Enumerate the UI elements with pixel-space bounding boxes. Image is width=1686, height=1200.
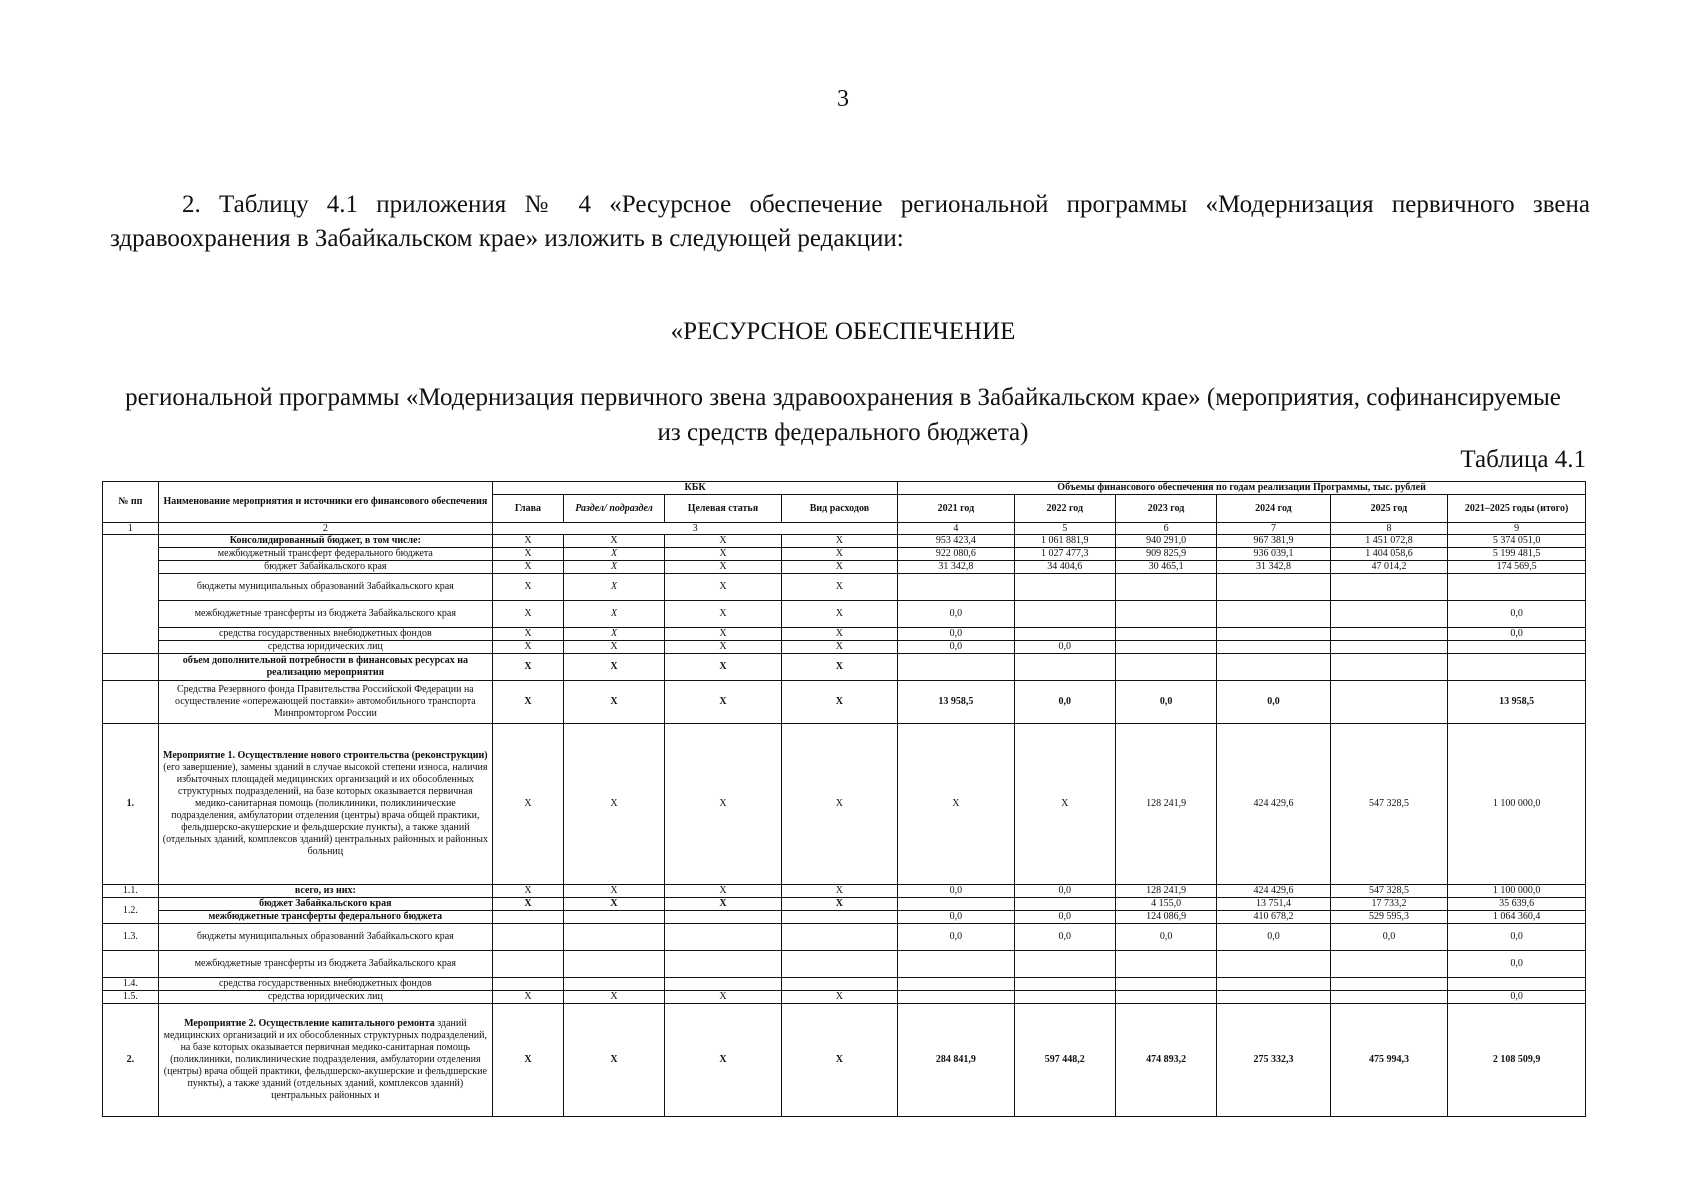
kbk-cell: X bbox=[665, 574, 781, 601]
row-name: межбюджетные трансферты из бюджета Забайкальского края bbox=[158, 601, 492, 628]
kbk-cell: X bbox=[665, 681, 781, 724]
value-cell: 940 291,0 bbox=[1115, 535, 1216, 548]
table-row bbox=[103, 601, 1586, 628]
value-cell: 34 404,6 bbox=[1014, 561, 1115, 574]
kbk-cell: X bbox=[492, 724, 563, 885]
value-cell bbox=[1330, 574, 1448, 601]
row-name: Средства Резервного фонда Правительства Российской Федерации на осуществление «опережающей поставки» автомобильного транспорта Минпромторгом России bbox=[158, 681, 492, 724]
kbk-cell bbox=[665, 924, 781, 951]
value-cell: 0,0 bbox=[898, 641, 1014, 654]
value-cell bbox=[1330, 654, 1448, 681]
value-cell: 1 027 477,3 bbox=[1014, 548, 1115, 561]
kbk-cell bbox=[665, 911, 781, 924]
value-cell bbox=[898, 574, 1014, 601]
value-cell: 30 465,1 bbox=[1115, 561, 1216, 574]
kbk-cell: X bbox=[781, 1004, 897, 1117]
measure-title: Мероприятие 2. Осуществление капитального ремонта bbox=[184, 1018, 435, 1029]
value-cell: 35 639,6 bbox=[1448, 898, 1586, 911]
kbk-cell: X bbox=[492, 574, 563, 601]
kbk-cell: X bbox=[781, 574, 897, 601]
value-cell: 5 374 051,0 bbox=[1448, 535, 1586, 548]
value-cell: 936 039,1 bbox=[1217, 548, 1330, 561]
value-cell bbox=[1115, 628, 1216, 641]
table-row bbox=[103, 924, 1586, 951]
header-kbk: КБК bbox=[492, 482, 897, 495]
value-cell: 1 061 881,9 bbox=[1014, 535, 1115, 548]
value-cell bbox=[1014, 601, 1115, 628]
row-name: бюджеты муниципальных образований Забайкальского края bbox=[158, 924, 492, 951]
value-cell: 0,0 bbox=[1217, 681, 1330, 724]
kbk-cell: X bbox=[563, 601, 664, 628]
kbk-cell: X bbox=[665, 561, 781, 574]
value-cell bbox=[1330, 978, 1448, 991]
kbk-cell: X bbox=[665, 535, 781, 548]
kbk-cell: X bbox=[492, 548, 563, 561]
value-cell bbox=[1217, 991, 1330, 1004]
value-cell: 13 958,5 bbox=[898, 681, 1014, 724]
table-row bbox=[103, 654, 1586, 681]
row-name: бюджет Забайкальского края bbox=[158, 561, 492, 574]
value-cell: 0,0 bbox=[1014, 681, 1115, 724]
value-cell bbox=[898, 951, 1014, 978]
value-cell bbox=[1014, 978, 1115, 991]
value-cell: 13 751,4 bbox=[1217, 898, 1330, 911]
value-cell bbox=[898, 991, 1014, 1004]
kbk-cell: X bbox=[781, 898, 897, 911]
page-number: 3 bbox=[837, 86, 849, 112]
col-index: 9 bbox=[1448, 523, 1586, 535]
kbk-cell: X bbox=[563, 654, 664, 681]
table-row bbox=[103, 911, 1586, 924]
header-2023: 2023 год bbox=[1115, 495, 1216, 523]
value-cell: 5 199 481,5 bbox=[1448, 548, 1586, 561]
kbk-cell: X bbox=[563, 628, 664, 641]
value-cell bbox=[1014, 574, 1115, 601]
value-cell: 0,0 bbox=[898, 924, 1014, 951]
value-cell: 0,0 bbox=[898, 628, 1014, 641]
table-row bbox=[103, 548, 1586, 561]
value-cell bbox=[898, 978, 1014, 991]
measure-description: зданий медицинских организаций и их обособленных структурных подразделений, на базе которых оказывается первичная медико-санитарная помощь (поликлиники, поликлинические подразделения, амбулатории отделения (центры) врача общей практики, фельдшерско-акушерские и фельдшерские пункты), а также зданий (отдельных зданий, комплексов зданий) центральных районных и bbox=[163, 1018, 488, 1101]
value-cell: 275 332,3 bbox=[1217, 1004, 1330, 1117]
value-cell: 0,0 bbox=[898, 911, 1014, 924]
kbk-cell: X bbox=[563, 991, 664, 1004]
value-cell bbox=[1448, 978, 1586, 991]
row-name: средства юридических лиц bbox=[158, 991, 492, 1004]
kbk-cell: X bbox=[781, 724, 897, 885]
value-cell bbox=[1217, 641, 1330, 654]
header-razdel: Раздел/ подраздел bbox=[563, 495, 664, 523]
row-num: 1.5. bbox=[103, 991, 159, 1004]
col-index: 1 bbox=[103, 523, 159, 535]
row-name: всего, из них: bbox=[158, 885, 492, 898]
row-num: 1. bbox=[103, 724, 159, 885]
header-2021: 2021 год bbox=[898, 495, 1014, 523]
value-cell: 0,0 bbox=[1115, 681, 1216, 724]
kbk-cell: X bbox=[492, 628, 563, 641]
value-cell bbox=[1115, 991, 1216, 1004]
kbk-cell: X bbox=[665, 885, 781, 898]
kbk-cell: X bbox=[563, 724, 664, 885]
header-num: № пп bbox=[103, 482, 159, 523]
value-cell bbox=[1330, 951, 1448, 978]
value-cell: 1 451 072,8 bbox=[1330, 535, 1448, 548]
kbk-cell bbox=[781, 924, 897, 951]
measure-description: (его завершение), замены зданий в случае высокой степени износа, наличия избыточных площадей медицинских организаций и их обособленных структурных подразделений, на базе которых оказывается первичная медико-санитарная помощь (поликлиники, поликлинические подразделения, амбулатории отделения (центры) врача общей практики, фельдшерско-акушерские и фельдшерские пункты), а также зданий (отдельных зданий, комплексов зданий) центральных районных и районных больниц bbox=[162, 762, 488, 857]
row-num: 1.2. bbox=[103, 898, 159, 924]
kbk-cell: X bbox=[492, 601, 563, 628]
value-cell: 424 429,6 bbox=[1217, 885, 1330, 898]
row-name: межбюджетный трансферт федерального бюджета bbox=[158, 548, 492, 561]
value-cell: 0,0 bbox=[1330, 924, 1448, 951]
value-cell bbox=[1115, 978, 1216, 991]
kbk-cell bbox=[492, 951, 563, 978]
value-cell bbox=[1217, 951, 1330, 978]
kbk-cell: X bbox=[665, 1004, 781, 1117]
row-name: межбюджетные трансферты федерального бюджета bbox=[158, 911, 492, 924]
value-cell: 474 893,2 bbox=[1115, 1004, 1216, 1117]
col-index: 5 bbox=[1014, 523, 1115, 535]
kbk-cell: X bbox=[665, 601, 781, 628]
kbk-cell bbox=[563, 951, 664, 978]
row-name bbox=[158, 724, 492, 885]
kbk-cell: X bbox=[563, 561, 664, 574]
value-cell: 953 423,4 bbox=[898, 535, 1014, 548]
header-2024: 2024 год bbox=[1217, 495, 1330, 523]
kbk-cell: X bbox=[781, 681, 897, 724]
value-cell: 424 429,6 bbox=[1217, 724, 1330, 885]
value-cell bbox=[1217, 654, 1330, 681]
kbk-cell bbox=[781, 978, 897, 991]
header-stat: Целевая статья bbox=[665, 495, 781, 523]
kbk-cell bbox=[665, 951, 781, 978]
value-cell bbox=[1014, 628, 1115, 641]
value-cell bbox=[1014, 898, 1115, 911]
value-cell bbox=[1448, 654, 1586, 681]
value-cell: 547 328,5 bbox=[1330, 724, 1448, 885]
table-row bbox=[103, 535, 1586, 548]
value-cell bbox=[1014, 654, 1115, 681]
value-cell: 1 064 360,4 bbox=[1448, 911, 1586, 924]
value-cell bbox=[1014, 951, 1115, 978]
value-cell: 0,0 bbox=[1448, 951, 1586, 978]
value-cell: 967 381,9 bbox=[1217, 535, 1330, 548]
row-name: межбюджетные трансферты из бюджета Забайкальского края bbox=[158, 951, 492, 978]
value-cell bbox=[1330, 628, 1448, 641]
value-cell: 0,0 bbox=[1448, 991, 1586, 1004]
value-cell: 0,0 bbox=[1014, 924, 1115, 951]
value-cell bbox=[1115, 641, 1216, 654]
kbk-cell bbox=[563, 911, 664, 924]
value-cell bbox=[1217, 601, 1330, 628]
kbk-cell bbox=[665, 978, 781, 991]
document-title: «РЕСУРСНОЕ ОБЕСПЕЧЕНИЕ bbox=[670, 318, 1016, 345]
kbk-cell: X bbox=[492, 654, 563, 681]
kbk-cell: X bbox=[665, 628, 781, 641]
kbk-cell: X bbox=[665, 991, 781, 1004]
value-cell bbox=[1115, 574, 1216, 601]
row-num: 1.3. bbox=[103, 924, 159, 951]
value-cell: 597 448,2 bbox=[1014, 1004, 1115, 1117]
kbk-cell: X bbox=[665, 724, 781, 885]
kbk-cell: X bbox=[492, 641, 563, 654]
row-num bbox=[103, 654, 159, 681]
value-cell: 0,0 bbox=[898, 885, 1014, 898]
kbk-cell: X bbox=[665, 641, 781, 654]
table-row bbox=[103, 574, 1586, 601]
row-num: 2. bbox=[103, 1004, 159, 1117]
document-subtitle: региональной программы «Модернизация первичного звена здравоохранения в Забайкальском крае» (мероприятия, софинансируемые из средств федерального бюджета) bbox=[125, 384, 1561, 446]
value-cell: 0,0 bbox=[1014, 641, 1115, 654]
table-row bbox=[103, 885, 1586, 898]
value-cell: 0,0 bbox=[1014, 911, 1115, 924]
value-cell: 529 595,3 bbox=[1330, 911, 1448, 924]
kbk-cell: X bbox=[563, 898, 664, 911]
row-name bbox=[158, 1004, 492, 1117]
value-cell: 0,0 bbox=[1448, 601, 1586, 628]
kbk-cell: X bbox=[563, 535, 664, 548]
kbk-cell: X bbox=[563, 681, 664, 724]
value-cell bbox=[1217, 978, 1330, 991]
kbk-cell: X bbox=[781, 641, 897, 654]
row-num: 1.4. bbox=[103, 978, 159, 991]
value-cell: 128 241,9 bbox=[1115, 885, 1216, 898]
table-row bbox=[103, 978, 1586, 991]
value-cell: 0,0 bbox=[898, 601, 1014, 628]
table-row bbox=[103, 641, 1586, 654]
table-row bbox=[103, 724, 1586, 885]
kbk-cell: X bbox=[492, 991, 563, 1004]
row-name: объем дополнительной потребности в финансовых ресурсах на реализацию мероприятия bbox=[158, 654, 492, 681]
value-cell bbox=[1330, 991, 1448, 1004]
header-volumes: Объемы финансового обеспечения по годам реализации Программы, тыс. рублей bbox=[898, 482, 1586, 495]
kbk-cell bbox=[492, 924, 563, 951]
value-cell: 0,0 bbox=[1217, 924, 1330, 951]
kbk-cell: X bbox=[781, 561, 897, 574]
value-cell: 1 100 000,0 bbox=[1448, 885, 1586, 898]
intro-paragraph: 2. Таблицу 4.1 приложения № 4 «Ресурсное обеспечение региональной программы «Модернизация первичного звена здравоохранения в Забайкальском крае» изложить в следующей редакции: bbox=[110, 191, 1590, 252]
value-cell: 0,0 bbox=[1115, 924, 1216, 951]
row-num: 1.1. bbox=[103, 885, 159, 898]
row-name: средства государственных внебюджетных фондов bbox=[158, 978, 492, 991]
header-total: 2021–2025 годы (итого) bbox=[1448, 495, 1586, 523]
value-cell: 547 328,5 bbox=[1330, 885, 1448, 898]
kbk-cell: X bbox=[492, 681, 563, 724]
kbk-cell: X bbox=[781, 991, 897, 1004]
table-row bbox=[103, 561, 1586, 574]
col-index: 3 bbox=[492, 523, 897, 535]
kbk-cell: X bbox=[563, 641, 664, 654]
kbk-cell: X bbox=[563, 548, 664, 561]
column-index-row bbox=[103, 523, 1586, 535]
value-cell bbox=[1330, 641, 1448, 654]
row-name: бюджет Забайкальского края bbox=[158, 898, 492, 911]
value-cell bbox=[898, 898, 1014, 911]
kbk-cell: X bbox=[665, 548, 781, 561]
kbk-cell: X bbox=[492, 898, 563, 911]
row-name: средства государственных внебюджетных фондов bbox=[158, 628, 492, 641]
kbk-cell bbox=[492, 911, 563, 924]
col-index: 4 bbox=[898, 523, 1014, 535]
value-cell: 909 825,9 bbox=[1115, 548, 1216, 561]
row-num bbox=[103, 681, 159, 724]
row-name: Консолидированный бюджет, в том числе: bbox=[158, 535, 492, 548]
col-index: 8 bbox=[1330, 523, 1448, 535]
value-cell: 922 080,6 bbox=[898, 548, 1014, 561]
kbk-cell: X bbox=[492, 885, 563, 898]
table-row bbox=[103, 628, 1586, 641]
value-cell: 17 733,2 bbox=[1330, 898, 1448, 911]
col-index: 2 bbox=[158, 523, 492, 535]
table-row bbox=[103, 1004, 1586, 1117]
kbk-cell bbox=[781, 911, 897, 924]
value-cell: 1 404 058,6 bbox=[1330, 548, 1448, 561]
value-cell: 410 678,2 bbox=[1217, 911, 1330, 924]
table-row bbox=[103, 898, 1586, 911]
row-num bbox=[103, 535, 159, 654]
kbk-cell: X bbox=[492, 535, 563, 548]
value-cell bbox=[1448, 574, 1586, 601]
kbk-cell: X bbox=[781, 548, 897, 561]
value-cell: 0,0 bbox=[1448, 924, 1586, 951]
value-cell: 1 100 000,0 bbox=[1448, 724, 1586, 885]
value-cell bbox=[1217, 574, 1330, 601]
row-num bbox=[103, 951, 159, 978]
value-cell: 0,0 bbox=[1014, 885, 1115, 898]
value-cell bbox=[898, 654, 1014, 681]
header-vid: Вид расходов bbox=[781, 495, 897, 523]
kbk-cell: X bbox=[781, 601, 897, 628]
table-row bbox=[103, 951, 1586, 978]
kbk-cell: X bbox=[492, 1004, 563, 1117]
value-cell: 47 014,2 bbox=[1330, 561, 1448, 574]
value-cell: 13 958,5 bbox=[1448, 681, 1586, 724]
kbk-cell: X bbox=[781, 885, 897, 898]
value-cell: 0,0 bbox=[1448, 628, 1586, 641]
value-cell bbox=[1448, 641, 1586, 654]
header-2025: 2025 год bbox=[1330, 495, 1448, 523]
value-cell: 284 841,9 bbox=[898, 1004, 1014, 1117]
kbk-cell: X bbox=[563, 574, 664, 601]
measure-title: Мероприятие 1. Осуществление нового строительства (реконструкции) bbox=[163, 750, 488, 761]
table-label: Таблица 4.1 bbox=[1460, 446, 1586, 473]
value-cell bbox=[1115, 654, 1216, 681]
value-cell bbox=[1115, 951, 1216, 978]
value-cell: 174 569,5 bbox=[1448, 561, 1586, 574]
value-cell bbox=[1330, 681, 1448, 724]
value-cell bbox=[1014, 991, 1115, 1004]
kbk-cell: X bbox=[665, 654, 781, 681]
row-name: средства юридических лиц bbox=[158, 641, 492, 654]
value-cell: X bbox=[1014, 724, 1115, 885]
kbk-cell: X bbox=[563, 1004, 664, 1117]
header-2022: 2022 год bbox=[1014, 495, 1115, 523]
value-cell: 31 342,8 bbox=[898, 561, 1014, 574]
table-row bbox=[103, 991, 1586, 1004]
kbk-cell: X bbox=[492, 561, 563, 574]
value-cell: X bbox=[898, 724, 1014, 885]
table-row bbox=[103, 681, 1586, 724]
kbk-cell bbox=[563, 978, 664, 991]
kbk-cell bbox=[563, 924, 664, 951]
kbk-cell bbox=[781, 951, 897, 978]
kbk-cell bbox=[492, 978, 563, 991]
value-cell bbox=[1330, 601, 1448, 628]
resource-table-wrapper bbox=[102, 481, 1586, 1117]
value-cell: 31 342,8 bbox=[1217, 561, 1330, 574]
kbk-cell: X bbox=[781, 535, 897, 548]
row-name: бюджеты муниципальных образований Забайкальского края bbox=[158, 574, 492, 601]
col-index: 7 bbox=[1217, 523, 1330, 535]
header-name: Наименование мероприятия и источники его финансового обеспечения bbox=[158, 482, 492, 523]
value-cell: 124 086,9 bbox=[1115, 911, 1216, 924]
value-cell bbox=[1115, 601, 1216, 628]
value-cell: 128 241,9 bbox=[1115, 724, 1216, 885]
resource-table bbox=[102, 481, 1586, 1117]
value-cell: 475 994,3 bbox=[1330, 1004, 1448, 1117]
value-cell: 2 108 509,9 bbox=[1448, 1004, 1586, 1117]
value-cell bbox=[1217, 628, 1330, 641]
kbk-cell: X bbox=[781, 628, 897, 641]
kbk-cell: X bbox=[781, 654, 897, 681]
header-glava: Глава bbox=[492, 495, 563, 523]
kbk-cell: X bbox=[665, 898, 781, 911]
col-index: 6 bbox=[1115, 523, 1216, 535]
kbk-cell: X bbox=[563, 885, 664, 898]
value-cell: 4 155,0 bbox=[1115, 898, 1216, 911]
